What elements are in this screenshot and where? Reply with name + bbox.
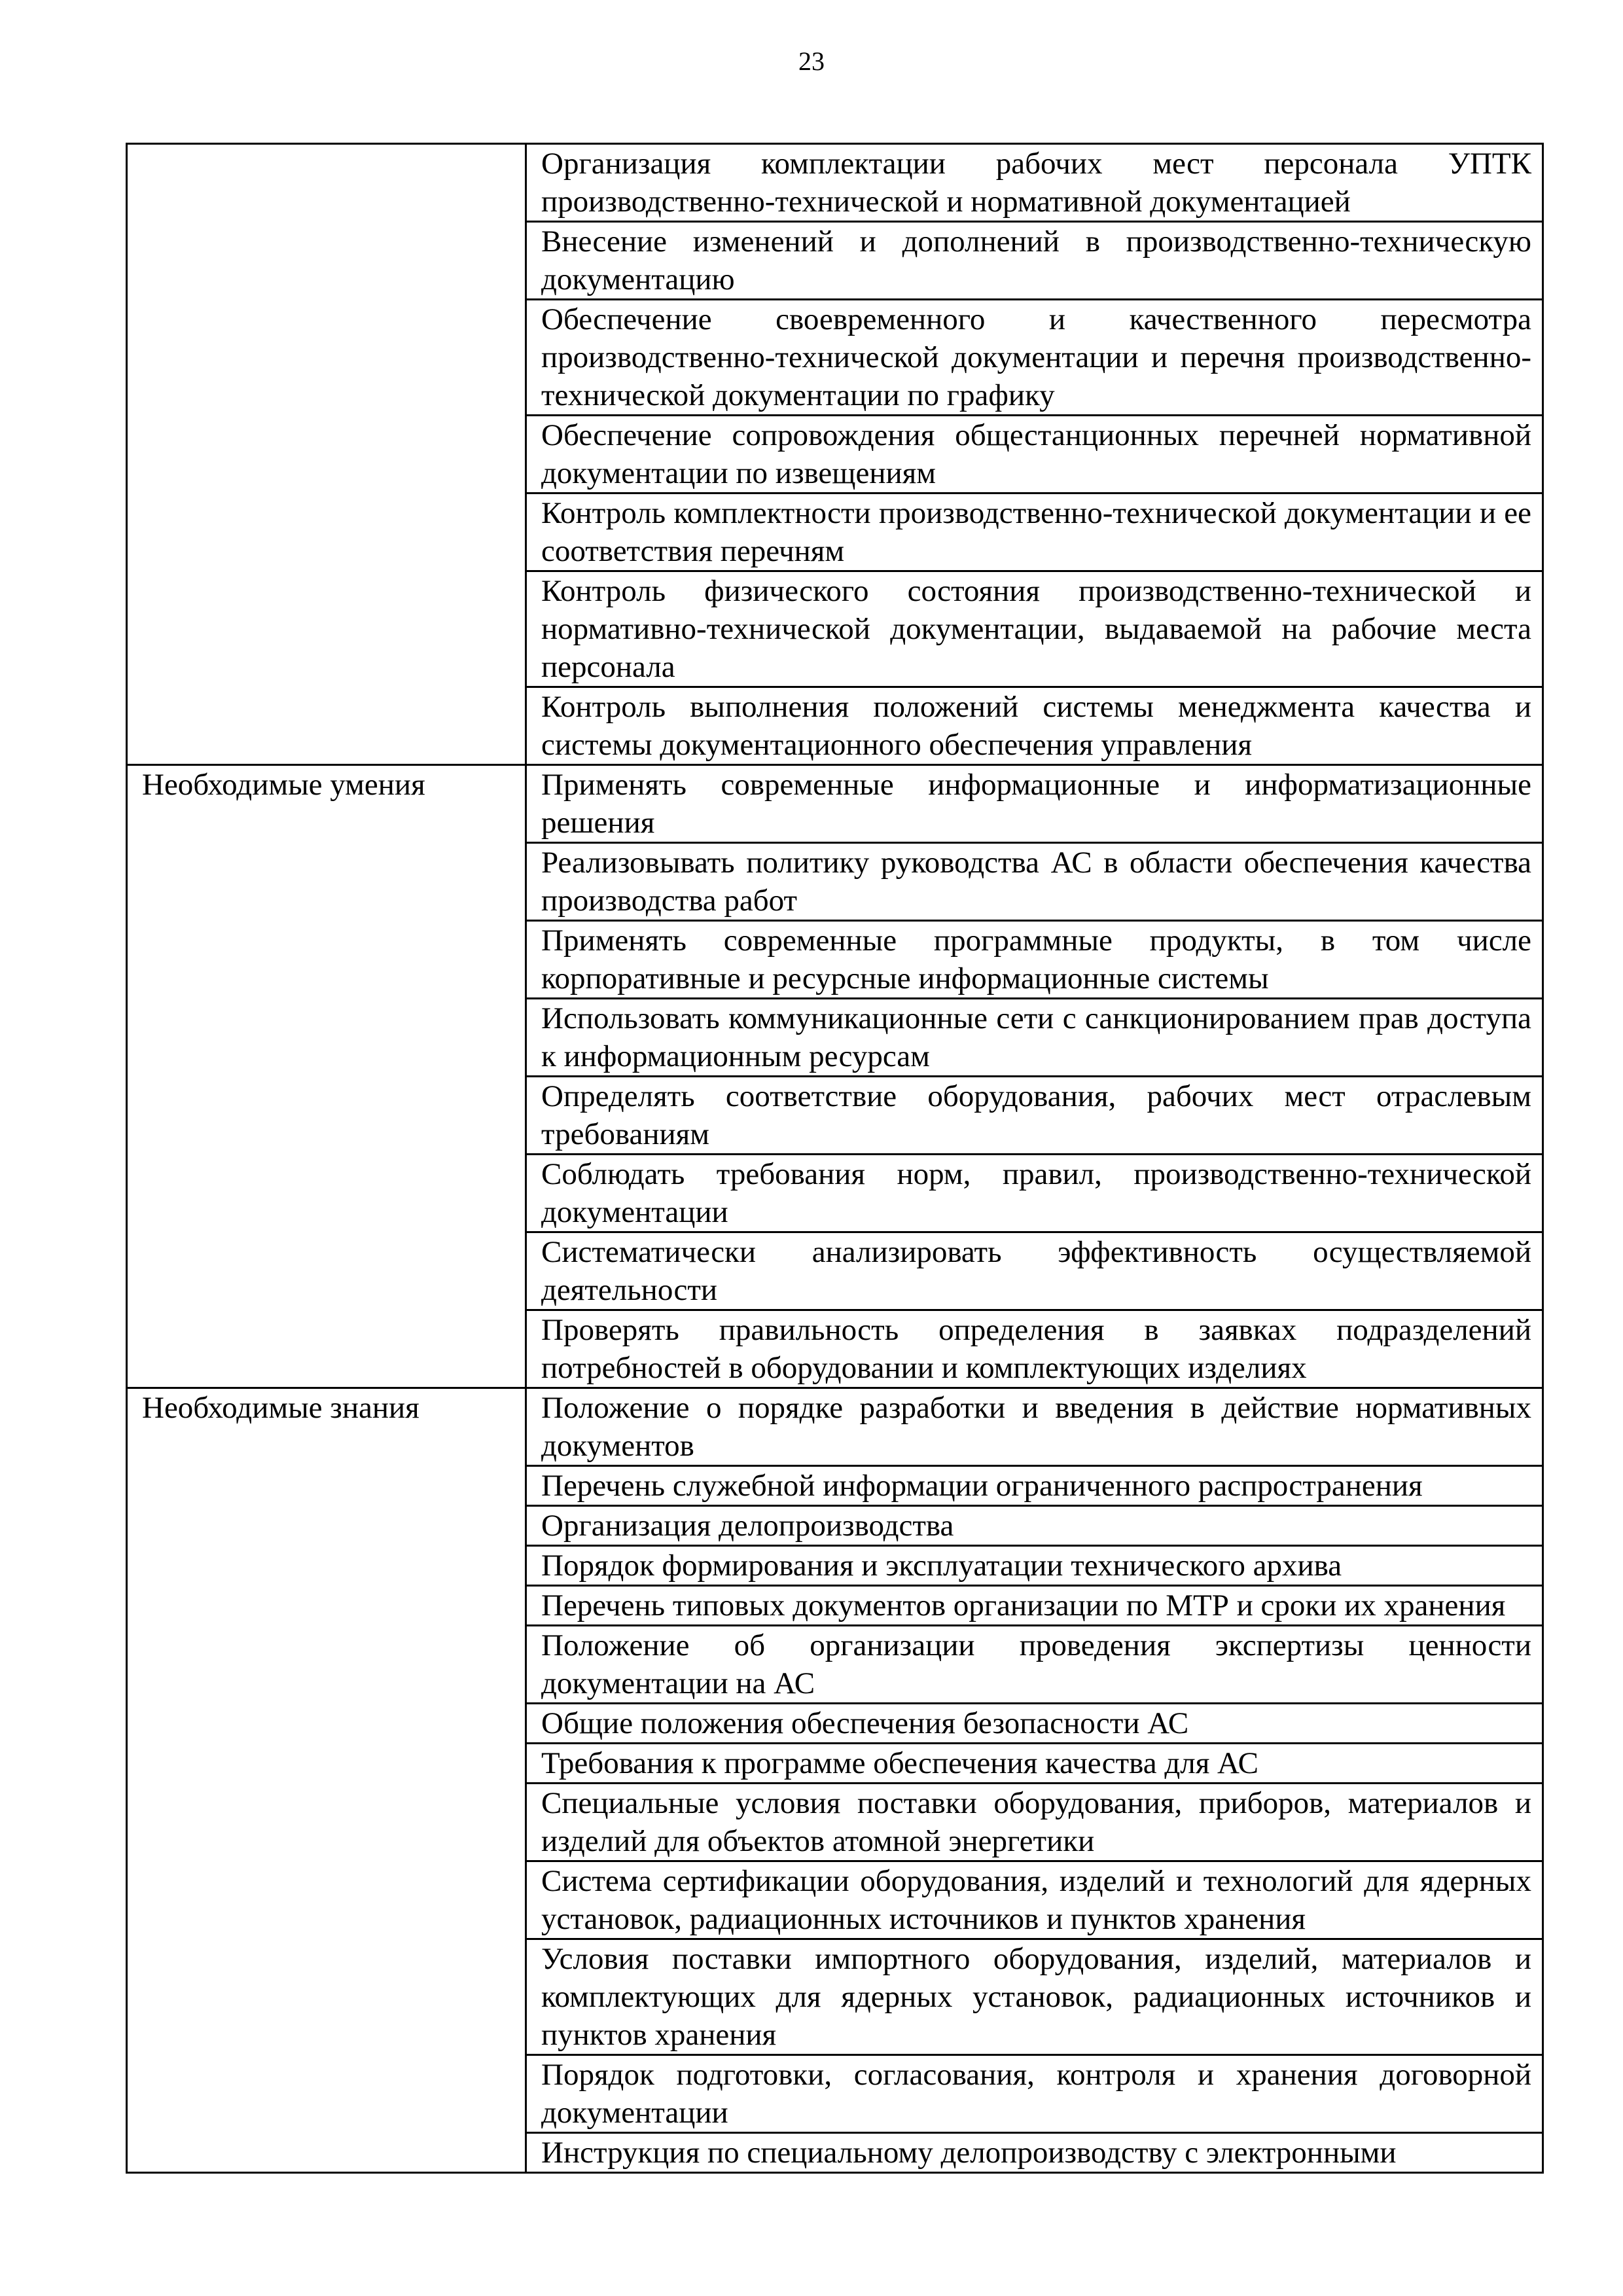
- page-number: 23: [798, 46, 825, 76]
- section-label: [127, 144, 526, 765]
- requirement-item: Специальные условия поставки оборудования, приборов, материалов и изделий для объектов атомной энергетики: [526, 1784, 1543, 1861]
- table-row: [127, 765, 1543, 843]
- requirement-item: Обеспечение сопровождения общестанционных перечней нормативной документации по извещениям: [526, 416, 1543, 493]
- requirement-item: Использовать коммуникационные сети с санкционированием прав доступа к информационным ресурсам: [526, 999, 1543, 1077]
- requirement-item: Соблюдать требования норм, правил, производственно-технической документации: [526, 1155, 1543, 1232]
- requirement-item: Положение об организации проведения экспертизы ценности документации на АС: [526, 1626, 1543, 1704]
- requirement-item: Применять современные программные продукты, в том числе корпоративные и ресурсные информационные системы: [526, 921, 1543, 999]
- requirement-item: Общие положения обеспечения безопасности АС: [526, 1704, 1543, 1744]
- requirement-item: Определять соответствие оборудования, рабочих мест отраслевым требованиям: [526, 1077, 1543, 1155]
- requirement-item: Реализовывать политику руководства АС в области обеспечения качества производства работ: [526, 843, 1543, 921]
- requirement-item: Систематически анализировать эффективность осуществляемой деятельности: [526, 1232, 1543, 1310]
- requirement-item: Перечень служебной информации ограниченного распространения: [526, 1466, 1543, 1506]
- requirement-item: Порядок подготовки, согласования, контроля и хранения договорной документации: [526, 2055, 1543, 2133]
- requirements-table: [126, 143, 1544, 2174]
- requirement-item: Перечень типовых документов организации по МТР и сроки их хранения: [526, 1586, 1543, 1626]
- requirement-item: Требования к программе обеспечения качества для АС: [526, 1744, 1543, 1784]
- requirement-item: Контроль комплектности производственно-технической документации и ее соответствия перечням: [526, 493, 1543, 571]
- requirement-item: Контроль выполнения положений системы менеджмента качества и системы документационного обеспечения управления: [526, 687, 1543, 765]
- requirement-item: Обеспечение своевременного и качественного пересмотра производственно-технической документации и перечня производственно-технической документации по графику: [526, 300, 1543, 416]
- requirement-item: Контроль физического состояния производственно-технической и нормативно-технической документации, выдаваемой на рабочие места персонала: [526, 571, 1543, 687]
- requirements-table-body: [127, 144, 1543, 2173]
- requirement-item: Проверять правильность определения в заявках подразделений потребностей в оборудовании и комплектующих изделиях: [526, 1310, 1543, 1388]
- requirement-item: Организация комплектации рабочих мест персонала УПТК производственно-технической и нормативной документацией: [526, 144, 1543, 222]
- requirement-item: Внесение изменений и дополнений в производственно-техническую документацию: [526, 222, 1543, 300]
- table-row: [127, 144, 1543, 222]
- requirement-item: Положение о порядке разработки и введения в действие нормативных документов: [526, 1388, 1543, 1466]
- section-label: Необходимые знания: [127, 1388, 526, 2173]
- requirement-item: Порядок формирования и эксплуатации технического архива: [526, 1546, 1543, 1586]
- requirement-item: Инструкция по специальному делопроизводству с электронными: [526, 2133, 1543, 2173]
- requirement-item: Применять современные информационные и информатизационные решения: [526, 765, 1543, 843]
- section-label: Необходимые умения: [127, 765, 526, 1388]
- requirement-item: Организация делопроизводства: [526, 1506, 1543, 1546]
- table-row: [127, 1388, 1543, 1466]
- requirement-item: Система сертификации оборудования, изделий и технологий для ядерных установок, радиационных источников и пунктов хранения: [526, 1861, 1543, 1939]
- requirement-item: Условия поставки импортного оборудования, изделий, материалов и комплектующих для ядерных установок, радиационных источников и пунктов хранения: [526, 1939, 1543, 2055]
